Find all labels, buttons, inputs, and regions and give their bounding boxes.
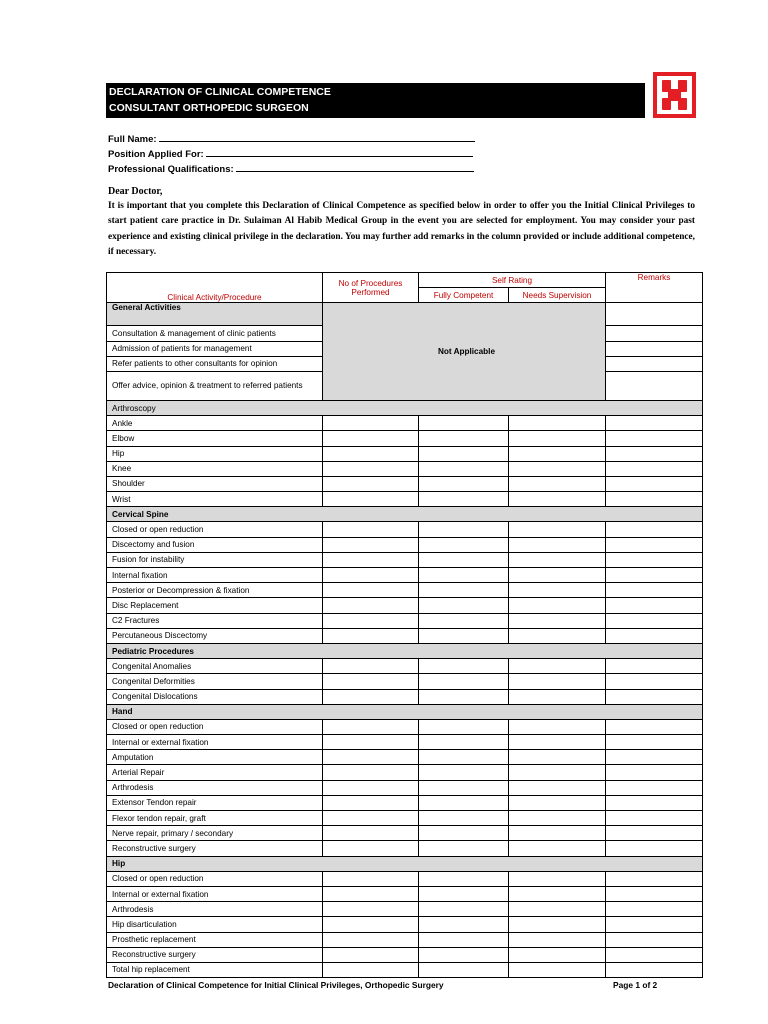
needs-supervision-cell[interactable] (509, 476, 606, 491)
fully-competent-cell[interactable] (419, 826, 509, 841)
needs-supervision-cell[interactable] (509, 659, 606, 674)
fully-competent-cell[interactable] (419, 568, 509, 583)
procedures-count-cell[interactable] (323, 811, 419, 826)
remarks-cell[interactable] (606, 431, 703, 446)
section-row (107, 704, 703, 719)
procedures-count-cell[interactable] (323, 613, 419, 628)
fully-competent-cell[interactable] (419, 689, 509, 704)
activity-cell: Wrist (107, 492, 323, 507)
table-row (107, 628, 703, 643)
fully-competent-cell[interactable] (419, 522, 509, 537)
fully-competent-cell[interactable] (419, 416, 509, 431)
activity-cell: Shoulder (107, 476, 323, 491)
remarks-cell[interactable] (606, 613, 703, 628)
activity-cell: Congenital Anomalies (107, 659, 323, 674)
needs-supervision-cell[interactable] (509, 902, 606, 917)
applicant-fields (108, 132, 475, 177)
table-row (107, 947, 703, 962)
section-title: Arthroscopy (107, 400, 703, 415)
activity-cell: Refer patients to other consultants for opinion (107, 356, 323, 371)
fully-competent-cell[interactable] (419, 947, 509, 962)
remarks-cell[interactable] (606, 598, 703, 613)
activity-cell: Extensor Tendon repair (107, 795, 323, 810)
procedures-count-cell[interactable] (323, 674, 419, 689)
activity-cell: Amputation (107, 750, 323, 765)
table-row (107, 492, 703, 507)
fully-competent-cell[interactable] (419, 552, 509, 567)
remarks-cell[interactable] (606, 568, 703, 583)
fully-competent-cell[interactable] (419, 461, 509, 476)
activity-cell: Congenital Dislocations (107, 689, 323, 704)
activity-cell: Closed or open reduction (107, 522, 323, 537)
activity-cell: Reconstructive surgery (107, 947, 323, 962)
needs-supervision-cell[interactable] (509, 962, 606, 977)
activity-cell: Arterial Repair (107, 765, 323, 780)
fully-competent-cell[interactable] (419, 583, 509, 598)
needs-supervision-cell[interactable] (509, 568, 606, 583)
activity-cell: Hip disarticulation (107, 917, 323, 932)
table-row (107, 811, 703, 826)
needs-supervision-cell[interactable] (509, 552, 606, 567)
remarks-cell[interactable] (606, 659, 703, 674)
table-row (107, 795, 703, 810)
full-name-field[interactable] (108, 132, 475, 147)
procedures-count-cell[interactable] (323, 689, 419, 704)
fully-competent-cell[interactable] (419, 659, 509, 674)
remarks-cell[interactable] (606, 735, 703, 750)
procedures-count-cell[interactable] (323, 416, 419, 431)
footer-document-name: Declaration of Clinical Competence for Initial Clinical Privileges, Orthopedic Surgery (108, 980, 444, 990)
activity-cell: Internal or external fixation (107, 886, 323, 901)
remarks-cell[interactable] (606, 719, 703, 734)
procedures-count-cell[interactable] (323, 446, 419, 461)
position-field[interactable] (108, 147, 475, 162)
remarks-cell[interactable] (606, 886, 703, 901)
procedures-count-cell[interactable] (323, 750, 419, 765)
procedures-count-cell[interactable] (323, 552, 419, 567)
remarks-cell[interactable] (606, 371, 703, 400)
fully-competent-cell[interactable] (419, 932, 509, 947)
procedures-count-cell[interactable] (323, 826, 419, 841)
qualifications-line[interactable] (236, 162, 474, 172)
remarks-cell[interactable] (606, 537, 703, 552)
needs-supervision-cell[interactable] (509, 826, 606, 841)
remarks-cell[interactable] (606, 476, 703, 491)
fully-competent-cell[interactable] (419, 719, 509, 734)
needs-supervision-cell[interactable] (509, 932, 606, 947)
fully-competent-cell[interactable] (419, 628, 509, 643)
fully-competent-header: Fully Competent (419, 288, 509, 303)
needs-supervision-cell[interactable] (509, 735, 606, 750)
procedures-count-cell[interactable] (323, 902, 419, 917)
activity-cell: Fusion for instability (107, 552, 323, 567)
needs-supervision-header: Needs Supervision (509, 288, 606, 303)
needs-supervision-cell[interactable] (509, 628, 606, 643)
table-row (107, 841, 703, 856)
procedures-count-cell[interactable] (323, 583, 419, 598)
table-row (107, 537, 703, 552)
table-row (107, 431, 703, 446)
table-row (107, 461, 703, 476)
remarks-cell[interactable] (606, 326, 703, 341)
needs-supervision-cell[interactable] (509, 492, 606, 507)
section-title: Pediatric Procedures (107, 643, 703, 658)
needs-supervision-cell[interactable] (509, 886, 606, 901)
needs-supervision-cell[interactable] (509, 765, 606, 780)
fully-competent-cell[interactable] (419, 841, 509, 856)
needs-supervision-cell[interactable] (509, 689, 606, 704)
table-row (107, 522, 703, 537)
fully-competent-cell[interactable] (419, 780, 509, 795)
procedures-count-cell[interactable] (323, 476, 419, 491)
remarks-cell[interactable] (606, 303, 703, 326)
needs-supervision-cell[interactable] (509, 522, 606, 537)
remarks-cell[interactable] (606, 522, 703, 537)
table-row (107, 476, 703, 491)
needs-supervision-cell[interactable] (509, 674, 606, 689)
fully-competent-cell[interactable] (419, 674, 509, 689)
procedures-count-cell[interactable] (323, 659, 419, 674)
remarks-cell[interactable] (606, 765, 703, 780)
procedures-count-cell[interactable] (323, 962, 419, 977)
needs-supervision-cell[interactable] (509, 750, 606, 765)
fully-competent-cell[interactable] (419, 811, 509, 826)
needs-supervision-cell[interactable] (509, 841, 606, 856)
needs-supervision-cell[interactable] (509, 719, 606, 734)
procedures-count-cell[interactable] (323, 537, 419, 552)
procedures-count-cell[interactable] (323, 568, 419, 583)
red-cross-logo-icon (653, 72, 696, 118)
fully-competent-cell[interactable] (419, 598, 509, 613)
qualifications-label: Professional Qualifications: (108, 164, 234, 175)
remarks-cell[interactable] (606, 962, 703, 977)
activity-cell: Prosthetic replacement (107, 932, 323, 947)
section-title: Hand (107, 704, 703, 719)
fully-competent-cell[interactable] (419, 765, 509, 780)
section-row (107, 507, 703, 522)
remarks-cell[interactable] (606, 947, 703, 962)
table-row (107, 962, 703, 977)
procedures-count-cell[interactable] (323, 461, 419, 476)
remarks-cell[interactable] (606, 811, 703, 826)
procedures-count-cell[interactable] (323, 932, 419, 947)
table-row (107, 446, 703, 461)
section-row (107, 400, 703, 415)
needs-supervision-cell[interactable] (509, 871, 606, 886)
remarks-cell[interactable] (606, 583, 703, 598)
procedures-count-cell[interactable] (323, 947, 419, 962)
procedures-count-cell[interactable] (323, 735, 419, 750)
table-row (107, 902, 703, 917)
needs-supervision-cell[interactable] (509, 811, 606, 826)
fully-competent-cell[interactable] (419, 476, 509, 491)
fully-competent-cell[interactable] (419, 962, 509, 977)
activity-cell: Arthrodesis (107, 902, 323, 917)
table-row (107, 750, 703, 765)
fully-competent-cell[interactable] (419, 886, 509, 901)
activity-cell: Total hip replacement (107, 962, 323, 977)
needs-supervision-cell[interactable] (509, 795, 606, 810)
activity-cell: Arthrodesis (107, 780, 323, 795)
remarks-cell[interactable] (606, 902, 703, 917)
remarks-cell[interactable] (606, 841, 703, 856)
activity-cell: Congenital Deformities (107, 674, 323, 689)
activity-cell: Posterior or Decompression & fixation (107, 583, 323, 598)
fully-competent-cell[interactable] (419, 871, 509, 886)
remarks-cell[interactable] (606, 871, 703, 886)
remarks-cell[interactable] (606, 826, 703, 841)
procedures-count-cell[interactable] (323, 871, 419, 886)
activity-cell: C2 Fractures (107, 613, 323, 628)
remarks-cell[interactable] (606, 750, 703, 765)
section-row (107, 303, 703, 326)
full-name-label: Full Name: (108, 134, 157, 145)
procedures-count-cell[interactable] (323, 841, 419, 856)
remarks-cell[interactable] (606, 917, 703, 932)
section-row (107, 856, 703, 871)
activity-cell: Nerve repair, primary / secondary (107, 826, 323, 841)
position-line[interactable] (206, 147, 473, 157)
remarks-cell[interactable] (606, 356, 703, 371)
table-row (107, 613, 703, 628)
remarks-header: Remarks (606, 273, 703, 303)
remarks-cell[interactable] (606, 492, 703, 507)
remarks-cell[interactable] (606, 446, 703, 461)
remarks-cell[interactable] (606, 628, 703, 643)
needs-supervision-cell[interactable] (509, 461, 606, 476)
activity-cell: Admission of patients for management (107, 341, 323, 356)
section-title: Cervical Spine (107, 507, 703, 522)
activity-cell: Reconstructive surgery (107, 841, 323, 856)
section-title: Hip (107, 856, 703, 871)
remarks-cell[interactable] (606, 552, 703, 567)
table-row (107, 689, 703, 704)
remarks-cell[interactable] (606, 932, 703, 947)
fully-competent-cell[interactable] (419, 735, 509, 750)
needs-supervision-cell[interactable] (509, 598, 606, 613)
table-row (107, 735, 703, 750)
activity-cell: Consultation & management of clinic patients (107, 326, 323, 341)
remarks-cell[interactable] (606, 461, 703, 476)
activity-cell: Closed or open reduction (107, 871, 323, 886)
procedures-count-cell[interactable] (323, 522, 419, 537)
document-subtitle: CONSULTANT ORTHOPEDIC SURGEON (109, 102, 309, 114)
table-row (107, 719, 703, 734)
table-row (107, 416, 703, 431)
fully-competent-cell[interactable] (419, 431, 509, 446)
competence-table (106, 272, 703, 978)
table-row (107, 871, 703, 886)
fully-competent-cell[interactable] (419, 446, 509, 461)
qualifications-field[interactable] (108, 162, 475, 177)
needs-supervision-cell[interactable] (509, 446, 606, 461)
procedures-count-cell[interactable] (323, 431, 419, 446)
fully-competent-cell[interactable] (419, 492, 509, 507)
table-row (107, 598, 703, 613)
activity-cell: Knee (107, 461, 323, 476)
footer-page-number: Page 1 of 2 (613, 980, 658, 990)
remarks-cell[interactable] (606, 341, 703, 356)
table-row (107, 674, 703, 689)
procedures-header: No of Procedures Performed (323, 273, 419, 303)
procedures-count-cell[interactable] (323, 719, 419, 734)
procedures-count-cell[interactable] (323, 765, 419, 780)
procedures-count-cell[interactable] (323, 492, 419, 507)
procedures-count-cell[interactable] (323, 628, 419, 643)
letter-body: It is important that you complete this Declaration of Clinical Competence as specified below in order to offer you the Initial Clinical Privileges to start patient care practice in Dr. Sulaiman Al Habib Medical Group in the event you are selected for employment. You may consider your past experience and existing clinical privilege in the declaration. You may further add remarks in the column provided or include additional competence, if necessary. (108, 201, 695, 257)
activity-cell: Offer advice, opinion & treatment to referred patients (107, 371, 323, 400)
table-row (107, 826, 703, 841)
self-rating-header: Self Rating (419, 273, 606, 288)
fully-competent-cell[interactable] (419, 537, 509, 552)
table-row (107, 765, 703, 780)
activity-cell: Ankle (107, 416, 323, 431)
remarks-cell[interactable] (606, 416, 703, 431)
needs-supervision-cell[interactable] (509, 613, 606, 628)
activity-cell: Elbow (107, 431, 323, 446)
needs-supervision-cell[interactable] (509, 537, 606, 552)
fully-competent-cell[interactable] (419, 795, 509, 810)
activity-header: Clinical Activity/Procedure (107, 273, 323, 303)
fully-competent-cell[interactable] (419, 902, 509, 917)
procedures-count-cell[interactable] (323, 598, 419, 613)
activity-cell: Discectomy and fusion (107, 537, 323, 552)
activity-cell: Hip (107, 446, 323, 461)
needs-supervision-cell[interactable] (509, 947, 606, 962)
needs-supervision-cell[interactable] (509, 917, 606, 932)
document-title: DECLARATION OF CLINICAL COMPETENCE (109, 86, 331, 98)
activity-cell: Closed or open reduction (107, 719, 323, 734)
remarks-cell[interactable] (606, 674, 703, 689)
fully-competent-cell[interactable] (419, 613, 509, 628)
not-applicable-cell: Not Applicable (323, 303, 606, 401)
procedures-count-cell[interactable] (323, 917, 419, 932)
letter-greeting: Dear Doctor, (108, 186, 163, 197)
section-title: General Activities (107, 303, 323, 326)
procedures-count-cell[interactable] (323, 886, 419, 901)
fully-competent-cell[interactable] (419, 917, 509, 932)
table-row (107, 568, 703, 583)
table-row (107, 780, 703, 795)
table-row (107, 917, 703, 932)
section-row (107, 643, 703, 658)
table-row (107, 886, 703, 901)
needs-supervision-cell[interactable] (509, 780, 606, 795)
table-row (107, 583, 703, 598)
table-row (107, 932, 703, 947)
activity-cell: Percutaneous Discectomy (107, 628, 323, 643)
position-label: Position Applied For: (108, 149, 204, 160)
full-name-line[interactable] (159, 132, 475, 142)
procedures-count-cell[interactable] (323, 780, 419, 795)
table-row (107, 659, 703, 674)
needs-supervision-cell[interactable] (509, 583, 606, 598)
document-title-bar (106, 83, 645, 118)
procedures-count-cell[interactable] (323, 795, 419, 810)
remarks-cell[interactable] (606, 689, 703, 704)
remarks-cell[interactable] (606, 780, 703, 795)
fully-competent-cell[interactable] (419, 750, 509, 765)
remarks-cell[interactable] (606, 795, 703, 810)
needs-supervision-cell[interactable] (509, 431, 606, 446)
activity-cell: Internal or external fixation (107, 735, 323, 750)
activity-cell: Internal fixation (107, 568, 323, 583)
activity-cell: Disc Replacement (107, 598, 323, 613)
table-row (107, 552, 703, 567)
activity-cell: Flexor tendon repair, graft (107, 811, 323, 826)
needs-supervision-cell[interactable] (509, 416, 606, 431)
